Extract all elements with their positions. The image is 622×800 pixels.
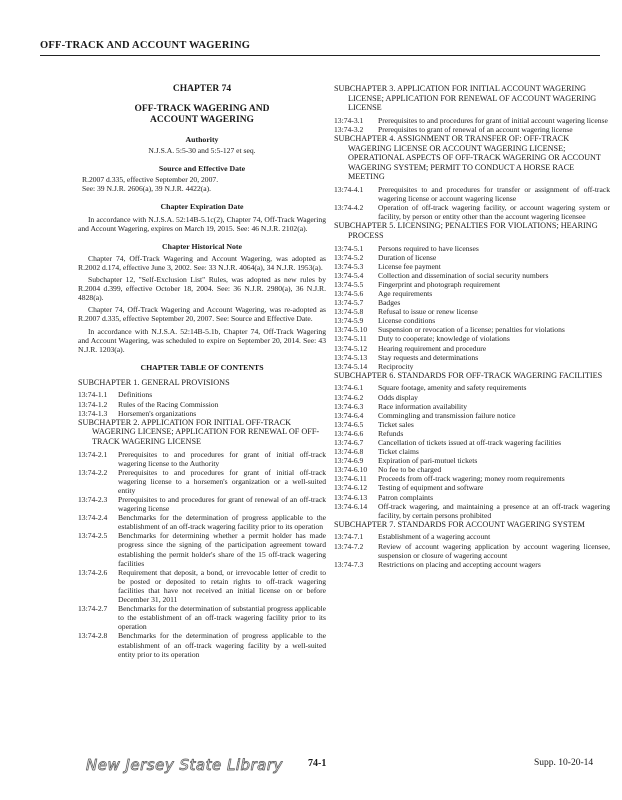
section-title: License fee payment (378, 261, 441, 271)
section-number: 13:74-6.2 (334, 392, 364, 402)
toc-entry (334, 325, 610, 334)
section-number: 13:74-6.13 (334, 492, 368, 502)
toc-entry (334, 262, 610, 271)
section-title: Prerequisites to and procedures for grant of initial off-track wagering license to a horsemen's organization or a well-suited entity (118, 467, 326, 495)
toc-entry (334, 532, 610, 541)
toc-entry (78, 400, 326, 409)
subchapter-label: SUBCHAPTER 2. (78, 417, 140, 427)
toc-entry (334, 474, 610, 483)
toc-entry (334, 429, 610, 438)
subchapter-label: SUBCHAPTER 6. (334, 370, 396, 380)
section-number: 13:74-6.14 (334, 501, 368, 511)
subchapter-heading (334, 221, 610, 240)
section-number: 13:74-4.1 (334, 184, 364, 194)
section-number: 13:74-2.6 (78, 567, 108, 577)
section-title: Reciprocity (378, 361, 414, 371)
toc-entry (334, 307, 610, 316)
section-title: Prerequisites to and procedures for grant of renewal of an off-track wagering license (118, 495, 326, 514)
running-header: OFF-TRACK AND ACCOUNT WAGERING (40, 40, 251, 51)
subchapter-heading (334, 84, 610, 113)
section-title: Age requirements (378, 288, 433, 298)
subchapter-heading (78, 378, 326, 388)
subchapter-block (334, 520, 610, 569)
section-number: 13:74-6.1 (334, 383, 364, 393)
toc-entry (334, 116, 610, 125)
section-title: Benchmarks for the determination of progress applicable to the establishment of an off-track wagering facility by a well-suited entity prior to its operation (118, 631, 326, 659)
section-title: Rules of the Racing Commission (118, 399, 219, 409)
section-title: Benchmarks for the determination of progress applicable to the establishment of an off-track wagering facility prior to its operation (118, 513, 326, 532)
toc-entry (334, 334, 610, 343)
toc-entry (334, 447, 610, 456)
subchapter-label: SUBCHAPTER 7. (334, 519, 396, 529)
toc-entry (78, 513, 326, 531)
section-title: Requirement that deposit, a bond, or irrevocable letter of credit to be posted or deposited to retain rights to off-track wagering facilities that have not received an initial license on or before December 31, 2011 (118, 567, 326, 605)
toc-entry (78, 604, 326, 631)
toc-entry (334, 316, 610, 325)
source-heading: Source and Effective Date (158, 164, 246, 174)
toc-entry (78, 468, 326, 495)
section-number: 13:74-6.8 (334, 447, 364, 457)
section-title: Testing of equipment and software (378, 483, 484, 493)
expiration-heading: Chapter Expiration Date (160, 202, 244, 212)
section-number: 13:74-7.3 (334, 559, 364, 569)
section-number: 13:74-6.9 (334, 456, 364, 466)
section-number: 13:74-5.5 (334, 279, 364, 289)
section-title: Prerequisites to and procedures for transfer or assignment of off-track wagering license or account wagering license (378, 184, 610, 204)
section-number: 13:74-2.4 (78, 513, 108, 523)
toc-entry (334, 125, 610, 134)
section-number: 13:74-5.4 (334, 270, 364, 280)
section-title: Benchmarks for the determination of substantial progress applicable to the establishment of an off-track wagering facility prior to its operation (118, 604, 326, 632)
subchapter-title: STANDARDS FOR ACCOUNT WAGERING SYSTEM (397, 519, 585, 529)
section-title: Cancellation of tickets issued at off-track wagering facilities (378, 437, 562, 447)
history-paragraph: Subchapter 12, "Self-Exclusion List" Rules, was adopted as new rules by R.2004 d.399, effective October 18, 2004. See: 36 N.J.R. 2980(a), 36 N.J.R. 4828(a). (78, 275, 326, 303)
section-number: 13:74-6.5 (334, 419, 364, 429)
left-column (78, 84, 326, 659)
toc-entry (334, 420, 610, 429)
section-title: No fee to be charged (378, 465, 442, 475)
source-line2: See: 39 N.J.R. 2606(a), 39 N.J.R. 4422(a). (82, 184, 212, 194)
section-number: 13:74-5.1 (334, 243, 364, 253)
section-title: Definitions (118, 390, 153, 400)
section-number: 13:74-6.3 (334, 401, 364, 411)
toc-entry (334, 411, 610, 420)
toc-entry (78, 568, 326, 604)
section-title: Fingerprint and photograph requirement (378, 279, 501, 289)
section-title: Odds display (378, 392, 418, 402)
section-number: 13:74-1.3 (78, 408, 108, 418)
subchapter-block (78, 378, 326, 418)
section-number: 13:74-7.1 (334, 532, 364, 542)
history-paragraph: Chapter 74, Off-Track Wagering and Account Wagering, was adopted as R.2002 d.174, effective June 3, 2002. See: 33 N.J.R. 4064(a), 34 N.J.R. 1953(a). (78, 253, 326, 272)
subchapter-heading (334, 371, 610, 381)
subchapter-title: APPLICATION FOR INITIAL OFF-TRACK WAGERING LICENSE; APPLICATION FOR RENEWAL OF OFF-TRACK WAGERING LICENSE (92, 417, 320, 446)
section-number: 13:74-5.12 (334, 343, 368, 353)
toc-entry (334, 483, 610, 492)
subchapter-title: ASSIGNMENT OR TRANSFER OF: OFF-TRACK WAGERING LICENSE OR ACCOUNT WAGERING LICENSE; OPERATIONAL ASPECTS OF OFF-TRACK WAGERING OR ACCOUNT WAGERING SYSTEM; PERMIT TO CONDUCT A HORSE RACE MEETING (348, 133, 601, 182)
subchapter-block (78, 418, 326, 659)
section-title: Establishment of a wagering account (378, 532, 491, 542)
toc-entry (78, 631, 326, 658)
section-number: 13:74-3.1 (334, 115, 364, 125)
section-title: Refunds (378, 428, 404, 438)
toc-entry (334, 298, 610, 307)
subchapter-label: SUBCHAPTER 4. (334, 133, 396, 143)
subchapter-title: LICENSING; PENALTIES FOR VIOLATIONS; HEARING PROCESS (348, 221, 598, 240)
source-line1: R.2007 d.335, effective September 20, 2007. (82, 175, 219, 185)
toc-entry (334, 402, 610, 411)
section-number: 13:74-5.10 (334, 325, 368, 335)
section-title: Restrictions on placing and accepting account wagers (378, 559, 541, 569)
section-number: 13:74-3.2 (334, 124, 364, 134)
section-title: Patron complaints (378, 492, 434, 502)
right-column (334, 84, 610, 569)
toc-entry (334, 253, 610, 262)
section-title: Expiration of pari-mutuel tickets (378, 456, 478, 466)
toc-entry (334, 493, 610, 502)
subchapter-heading (334, 134, 610, 182)
section-number: 13:74-5.3 (334, 261, 364, 271)
section-number: 13:74-6.6 (334, 428, 364, 438)
toc-entry (78, 409, 326, 418)
section-number: 13:74-4.2 (334, 203, 364, 213)
section-number: 13:74-5.8 (334, 307, 364, 317)
subchapter-block (334, 371, 610, 520)
toc-entry (334, 185, 610, 203)
chapter-title (78, 104, 326, 126)
section-title: Suspension or revocation of a license; penalties for violations (378, 325, 565, 335)
section-title: Prerequisites to and procedures for grant of initial account wagering license (378, 115, 608, 125)
section-number: 13:74-2.7 (78, 604, 108, 614)
section-number: 13:74-2.8 (78, 631, 108, 641)
expiration-text: In accordance with N.J.S.A. 52:14B-5.1c(2), Chapter 74, Off-Track Wagering and Account Wagering, expires on March 19, 2015. See: 46 N.J.R. 2102(a). (78, 214, 326, 233)
toc-heading: CHAPTER TABLE OF CONTENTS (140, 362, 264, 372)
toc-entry (334, 542, 610, 560)
subchapter-heading (78, 418, 326, 447)
toc-entry (78, 450, 326, 468)
toc-entry (78, 531, 326, 567)
section-title: Duty to cooperate; knowledge of violations (378, 334, 510, 344)
section-title: Prerequisites to and procedures for grant of initial off-track wagering license to the Authority (118, 449, 326, 468)
section-number: 13:74-6.10 (334, 465, 368, 475)
toc-entry (334, 502, 610, 520)
section-title: Review of account wagering application by account wagering licensee, suspension or closure of wagering account (378, 541, 610, 560)
subchapter-label: SUBCHAPTER 1. (78, 377, 140, 387)
library-watermark: New Jersey State Library (86, 756, 283, 774)
section-title: Ticket claims (378, 447, 419, 457)
supplement-date: Supp. 10-20-14 (534, 758, 594, 768)
subchapter-label: SUBCHAPTER 5. (334, 221, 396, 231)
toc-right (334, 84, 610, 569)
section-number: 13:74-6.12 (334, 483, 368, 493)
section-number: 13:74-6.11 (334, 474, 367, 484)
section-number: 13:74-5.11 (334, 334, 367, 344)
toc-entry (334, 393, 610, 402)
toc-entry (334, 353, 610, 362)
toc-entry (334, 203, 610, 221)
page-number: 74-1 (308, 758, 327, 769)
section-number: 13:74-2.5 (78, 531, 108, 541)
toc-entry (334, 271, 610, 280)
section-number: 13:74-1.1 (78, 390, 108, 400)
toc-entry (334, 383, 610, 392)
section-number: 13:74-2.2 (78, 467, 108, 477)
toc-entry (334, 362, 610, 371)
history-paragraph: Chapter 74, Off-Track Wagering and Account Wagering, was re-adopted as R.2007 d.335, effective September 20, 2007. See: Source and Effective Date. (78, 305, 326, 324)
toc-entry (78, 495, 326, 513)
section-title: Persons required to have licenses (378, 243, 479, 253)
toc-entry (334, 289, 610, 298)
section-title: Badges (378, 298, 401, 308)
section-title: Square footage, amenity and safety requirements (378, 383, 527, 393)
authority-heading: Authority (185, 135, 219, 144)
subchapter-block (334, 134, 610, 221)
section-title: Commingling and transmission failure notice (378, 410, 516, 420)
section-title: Hearing requirement and procedure (378, 343, 487, 353)
subchapter-block (334, 84, 610, 134)
section-number: 13:74-2.3 (78, 495, 108, 504)
section-title: Ticket sales (378, 419, 414, 429)
chapter-title-line2: ACCOUNT WAGERING (150, 115, 254, 125)
section-title: Prerequisites to grant of renewal of an account wagering license (378, 124, 573, 134)
chapter-title-line1: OFF-TRACK WAGERING AND (134, 104, 270, 114)
toc-entry (334, 438, 610, 447)
toc-entry (78, 390, 326, 399)
chapter-number: CHAPTER 74 (172, 84, 232, 94)
toc-entry (334, 560, 610, 569)
toc-entry (334, 344, 610, 353)
section-title: License conditions (378, 316, 436, 326)
section-title: Stay requests and determinations (378, 352, 479, 362)
header-rule (40, 55, 600, 56)
subchapter-label: SUBCHAPTER 3. (334, 84, 396, 93)
section-title: Off-track wagering, and maintaining a presence at an off-track wagering facility, by certain persons prohibited (378, 501, 610, 520)
section-number: 13:74-7.2 (334, 541, 364, 551)
toc-entry (334, 244, 610, 253)
subchapter-block (334, 221, 610, 371)
section-title: Horsemen's organizations (118, 408, 197, 418)
subchapter-title: STANDARDS FOR OFF-TRACK WAGERING FACILITIES (397, 370, 603, 380)
section-title: Refusal to issue or renew license (378, 307, 478, 317)
history-paragraph: In accordance with N.J.S.A. 52:14B-5.1b, Chapter 74, Off-Track Wagering and Account Wagering, was scheduled to expire on September 20, 2014. See: 43 N.J.R. 1203(a). (78, 326, 326, 354)
section-title: Duration of license (378, 252, 437, 262)
section-title: Benchmarks for determining whether a permit holder has made progress since the signing of the participation agreement toward establishing the permit holder's share of the 15 off-track wagering facilities (118, 531, 326, 568)
section-number: 13:74-5.14 (334, 361, 368, 371)
section-number: 13:74-6.7 (334, 437, 364, 447)
subchapter-title: APPLICATION FOR INITIAL ACCOUNT WAGERING LICENSE; APPLICATION FOR RENEWAL OF ACCOUNT WAGERING LICENSE (348, 84, 597, 113)
section-title: Operation of off-track wagering facility, or account wagering system or facility, by person or entity other than the account wagering licensee (378, 203, 610, 222)
section-number: 13:74-5.9 (334, 316, 364, 326)
toc-entry (334, 280, 610, 289)
section-number: 13:74-5.13 (334, 352, 368, 362)
toc-left (78, 378, 326, 659)
section-number: 13:74-5.2 (334, 252, 364, 262)
toc-entry (334, 456, 610, 465)
section-number: 13:74-1.2 (78, 399, 108, 409)
authority-text: N.J.S.A. 5:5-30 and 5:5-127 et seq. (148, 146, 256, 156)
section-number: 13:74-5.6 (334, 288, 364, 298)
section-number: 13:74-2.1 (78, 449, 108, 459)
history-heading: Chapter Historical Note (162, 241, 242, 251)
section-number: 13:74-6.4 (334, 410, 364, 420)
toc-entry (334, 465, 610, 474)
section-number: 13:74-5.7 (334, 298, 364, 308)
section-title: Proceeds from off-track wagering; money room requirements (378, 474, 565, 484)
subchapter-heading (334, 520, 610, 530)
section-title: Race information availability (378, 401, 467, 411)
subchapter-title: GENERAL PROVISIONS (141, 377, 230, 387)
section-title: Collection and dissemination of social security numbers (378, 270, 549, 280)
